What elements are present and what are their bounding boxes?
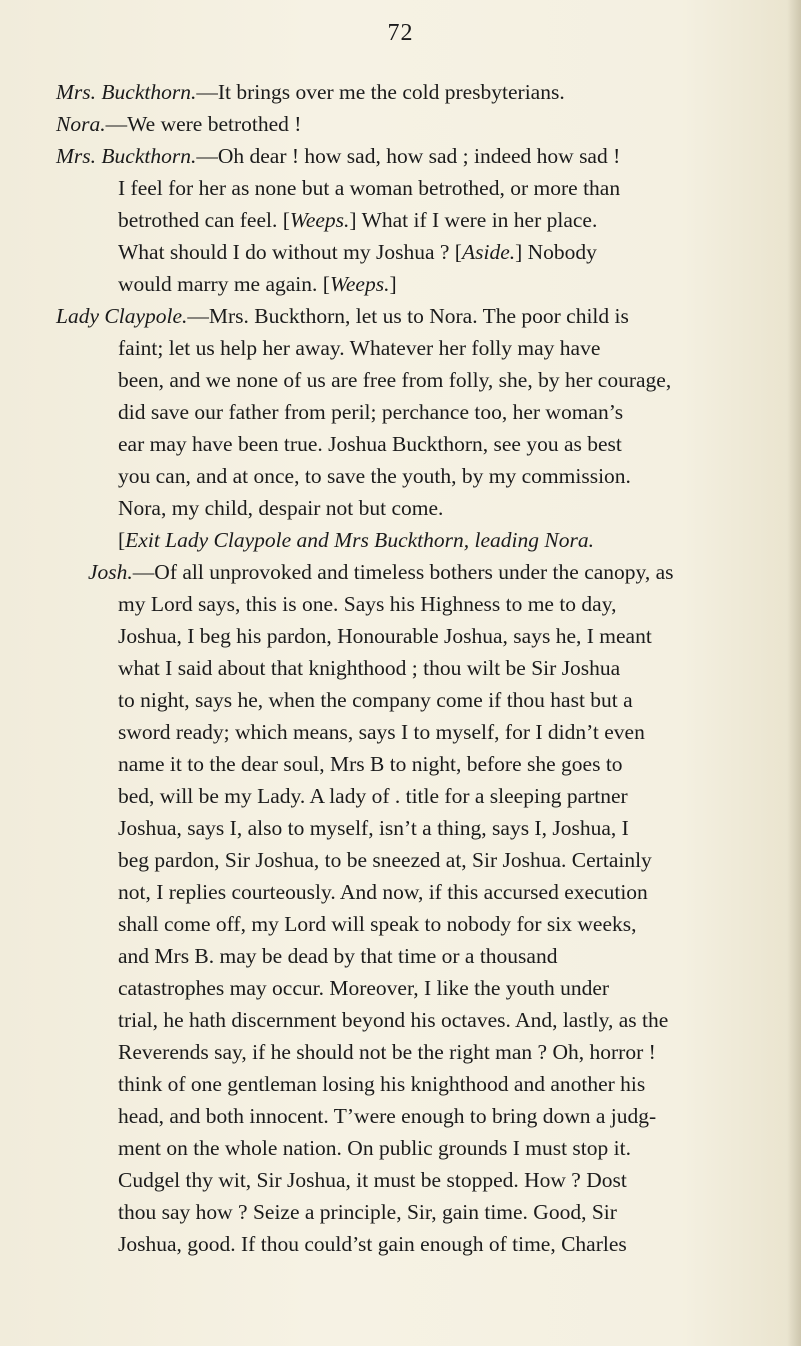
text-line: bed, will be my Lady. A lady of . title for a sleeping partner bbox=[118, 784, 628, 808]
text-line bbox=[56, 236, 768, 268]
page-edge-shadow bbox=[787, 0, 801, 1346]
text-line: I feel for her as none but a woman betrothed, or more than bbox=[118, 176, 621, 200]
text-line: been, and we none of us are free from folly, she, by her courage, bbox=[118, 368, 672, 392]
text-line bbox=[56, 556, 768, 588]
text-line: trial, he hath discernment beyond his octaves. And, lastly, as the bbox=[118, 1008, 669, 1032]
text-line: Cudgel thy wit, Sir Joshua, it must be stopped. How ? Dost bbox=[118, 1168, 627, 1192]
text-line: and Mrs B. may be dead by that time or a thousand bbox=[118, 944, 558, 968]
text-line bbox=[56, 76, 768, 108]
text-line: did save our father from peril; perchance too, her woman’s bbox=[118, 400, 624, 424]
page-body bbox=[56, 76, 768, 1260]
text-line: think of one gentleman losing his knighthood and another his bbox=[118, 1072, 646, 1096]
text-line: [Exit Lady Claypole and Mrs Buckthorn, leading Nora. bbox=[118, 528, 594, 552]
text-line: you can, and at once, to save the youth, by my commission. bbox=[118, 464, 631, 488]
speaker-name: Lady Claypole. bbox=[56, 304, 188, 328]
speech-text: would marry me again. [ bbox=[118, 272, 330, 296]
text-line: Joshua, I beg his pardon, Honourable Joshua, says he, I meant bbox=[118, 624, 652, 648]
text-line: shall come off, my Lord will speak to nobody for six weeks, bbox=[118, 912, 637, 936]
speech-text: ] bbox=[389, 272, 397, 296]
text-line: my Lord says, this is one. Says his Highness to me to day, bbox=[118, 592, 617, 616]
text-line: head, and both innocent. T’were enough to bring down a judg- bbox=[118, 1104, 657, 1128]
text-line: not, I replies courteously. And now, if this accursed execution bbox=[118, 880, 648, 904]
page-number: 72 bbox=[387, 20, 414, 46]
text-line: Reverends say, if he should not be the right man ? Oh, horror ! bbox=[118, 1040, 656, 1064]
speaker-name: Mrs. Buckthorn. bbox=[56, 80, 197, 104]
text-line: Nora, my child, despair not but come. bbox=[118, 496, 444, 520]
text-line bbox=[56, 108, 768, 140]
text-line: what I said about that knighthood ; thou wilt be Sir Joshua bbox=[118, 656, 621, 680]
speech-text: ] What if I were in her place. bbox=[349, 208, 598, 232]
text-line: ment on the whole nation. On public grounds I must stop it. bbox=[118, 1136, 631, 1160]
text-line: sword ready; which means, says I to myself, for I didn’t even bbox=[118, 720, 645, 744]
text-line: Joshua, good. If thou could’st gain enough of time, Charles bbox=[118, 1232, 627, 1256]
text-line bbox=[56, 204, 768, 236]
speaker-name: Josh. bbox=[88, 560, 133, 584]
text-line: Joshua, says I, also to myself, isn’t a thing, says I, Joshua, I bbox=[118, 816, 629, 840]
stage-direction: Aside. bbox=[461, 240, 516, 264]
speech-text: —We were betrothed ! bbox=[105, 112, 302, 136]
text-line: beg pardon, Sir Joshua, to be sneezed at, Sir Joshua. Certainly bbox=[118, 848, 652, 872]
text-line bbox=[56, 300, 768, 332]
text-line: catastrophes may occur. Moreover, I like the youth under bbox=[118, 976, 610, 1000]
speech-text: —It brings over me the cold presbyterians. bbox=[196, 80, 565, 104]
stage-direction: Exit Lady Claypole and Mrs Buckthorn, leading Nora. bbox=[125, 528, 594, 552]
speech-text: ] Nobody bbox=[515, 240, 597, 264]
text-line bbox=[56, 268, 768, 300]
speech-text: —Mrs. Buckthorn, let us to Nora. The poor child is bbox=[187, 304, 629, 328]
speech-text: —Of all unprovoked and timeless bothers under the canopy, as bbox=[132, 560, 674, 584]
text-line: to night, says he, when the company come if thou hast but a bbox=[118, 688, 633, 712]
stage-direction: Weeps. bbox=[329, 272, 390, 296]
speaker-name: Mrs. Buckthorn. bbox=[56, 144, 197, 168]
text-line bbox=[56, 140, 768, 172]
text-line: ear may have been true. Joshua Buckthorn, see you as best bbox=[118, 432, 622, 456]
text-line: name it to the dear soul, Mrs B to night, before she goes to bbox=[118, 752, 623, 776]
text-line: thou say how ? Seize a principle, Sir, gain time. Good, Sir bbox=[118, 1200, 617, 1224]
speech-text: What should I do without my Joshua ? [ bbox=[118, 240, 462, 264]
stage-direction: Weeps. bbox=[289, 208, 350, 232]
text-line: faint; let us help her away. Whatever her folly may have bbox=[118, 336, 601, 360]
speaker-name: Nora. bbox=[56, 112, 106, 136]
speech-text: betrothed can feel. [ bbox=[118, 208, 290, 232]
speech-text: —Oh dear ! how sad, how sad ; indeed how sad ! bbox=[196, 144, 621, 168]
